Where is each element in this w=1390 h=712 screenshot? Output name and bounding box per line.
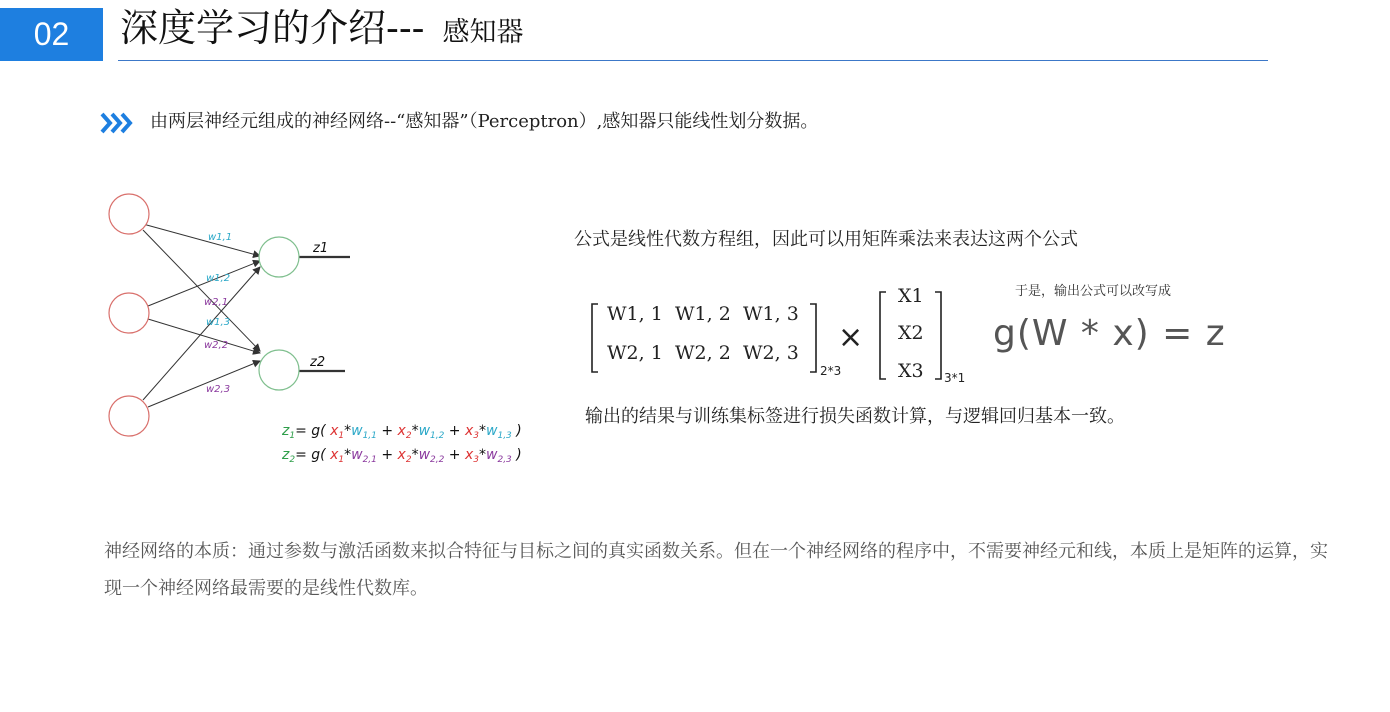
weight-matrix-left-bracket [592, 304, 598, 372]
weight-label-w21: w2,1 [204, 297, 229, 308]
input-cell-x2: X2 [898, 322, 924, 344]
output-label-z2: z2 [310, 355, 326, 370]
rewritten-formula: g(W * x) = z [993, 313, 1226, 354]
equation-z1: $z_1= g$( $x_1*w_{1,1} + x_2*w_{1,2} + x_3*w_{1,3}$ ) [282, 423, 522, 441]
weight-cell-w22: W2, 2 [675, 342, 731, 364]
perceptron-network-diagram [100, 185, 530, 475]
weight-label-w23: w2,3 [206, 384, 231, 395]
input-vector-left-bracket [880, 292, 886, 379]
intro-text: 由两层神经元组成的神经网络--“感知器”（Perceptron）,感知器只能线性划分数据。 [150, 111, 819, 132]
title-underline [118, 60, 1268, 61]
output-label-z1: z1 [313, 241, 329, 256]
multiply-operator: × [838, 320, 864, 355]
input-shape-label: 3*1 [944, 371, 966, 385]
edge-x1-z1 [143, 224, 260, 256]
input-neuron-x3 [109, 396, 149, 436]
output-neuron-z1 [259, 237, 299, 277]
weight-label-w22: w2,2 [204, 340, 229, 351]
result-note: 输出的结果与训练集标签进行损失函数计算，与逻辑回归基本一致。 [585, 406, 1125, 427]
matrix-multiplication-figure [580, 282, 980, 392]
page-title [120, 0, 524, 56]
weight-cell-w21: W2, 1 [607, 342, 663, 364]
triple-chevron-right-icon [100, 110, 136, 136]
title-subtitle: 感知器 [442, 17, 524, 48]
section-number-badge: 02 [0, 8, 103, 61]
input-neuron-x2 [109, 293, 149, 333]
weight-matrix-right-bracket [810, 304, 816, 372]
weight-cell-w13: W1, 3 [743, 303, 799, 325]
output-neuron-z2 [259, 350, 299, 390]
weight-shape-label: 2*3 [820, 364, 842, 378]
weight-label-w13: w1,3 [206, 317, 231, 328]
weight-label-w11: w1,1 [208, 232, 233, 243]
equation-z2: $z_2= g$( $x_1*w_{2,1} + x_2*w_{2,2} + x_3*w_{2,3}$ ) [282, 447, 522, 465]
title-main: 深度学习的介绍--- [120, 6, 425, 50]
edge-x3-z2 [148, 361, 260, 407]
input-cell-x1: X1 [898, 285, 924, 307]
weight-cell-w12: W1, 2 [675, 303, 731, 325]
essence-paragraph: 神经网络的本质：通过参数与激活函数来拟合特征与目标之间的真实函数关系。但在一个神经网络的程序中，不需要神经元和线，本质上是矩阵的运算，实现一个神经网络最需要的是线性代数库。 [104, 541, 1328, 599]
weight-cell-w11: W1, 1 [607, 303, 663, 325]
input-vector-right-bracket [935, 292, 941, 379]
weight-label-w12: w1,2 [206, 273, 231, 284]
weight-cell-w23: W2, 3 [743, 342, 799, 364]
rewrite-note: 于是，输出公式可以改写成 [1015, 284, 1172, 299]
input-neuron-x1 [109, 194, 149, 234]
formula-caption: 公式是线性代数方程组，因此可以用矩阵乘法来表达这两个公式 [574, 229, 1078, 250]
input-cell-x3: X3 [898, 360, 924, 382]
